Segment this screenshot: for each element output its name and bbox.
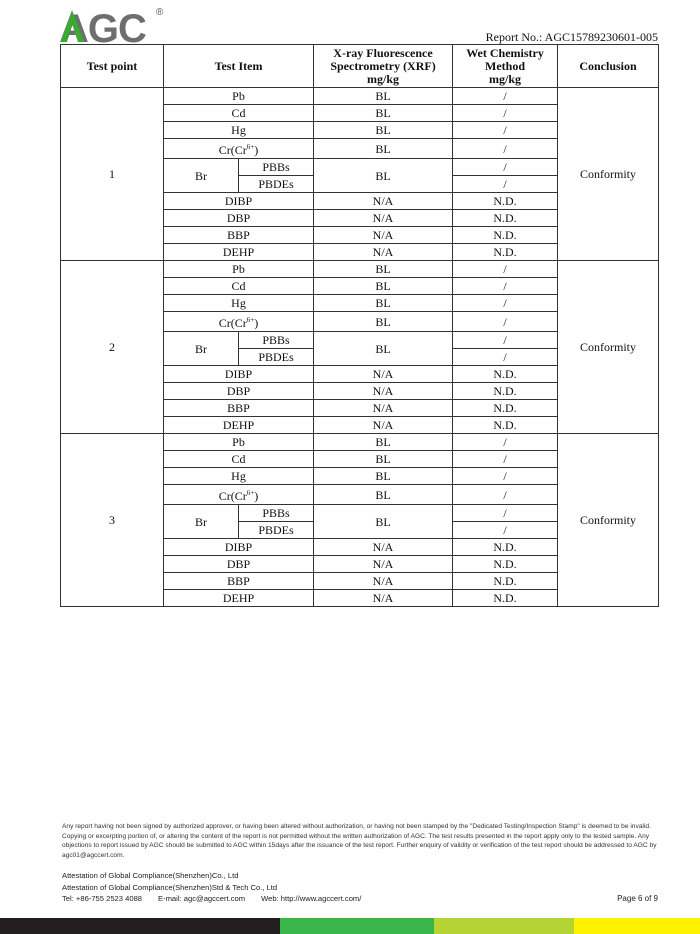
wet-cell: /	[453, 88, 558, 105]
test-item-cell: BBP	[164, 400, 314, 417]
wet-cell: /	[453, 278, 558, 295]
xrf-cell: N/A	[314, 539, 453, 556]
pbbs-cell: PBBs	[239, 332, 314, 349]
xrf-cell: BL	[314, 468, 453, 485]
xrf-cell: N/A	[314, 573, 453, 590]
test-item-cell: Pb	[164, 434, 314, 451]
cr-superscript: 6+	[246, 316, 255, 324]
xrf-cell: BL	[314, 451, 453, 468]
test-item-cell: DBP	[164, 383, 314, 400]
wet-cell: N.D.	[453, 417, 558, 434]
test-item-cell: DBP	[164, 210, 314, 227]
test-item-cell	[164, 312, 314, 332]
xrf-cell: N/A	[314, 366, 453, 383]
cr-close: )	[254, 316, 259, 330]
table-row	[61, 434, 659, 451]
header-wet-chemistry	[453, 45, 558, 88]
wet-cell: /	[453, 312, 558, 332]
wet-cell: /	[453, 505, 558, 522]
wet-cell: /	[453, 105, 558, 122]
test-item-cell: BBP	[164, 227, 314, 244]
cr-close: )	[254, 489, 259, 503]
header-test-item: Test Item	[164, 45, 314, 88]
agc-logo	[58, 6, 168, 46]
company-line-1: Attestation of Global Compliance(Shenzhen)Co., Ltd	[62, 871, 239, 880]
tel-text: Tel: +86-755 2523 4088	[62, 894, 143, 903]
xrf-cell: BL	[314, 485, 453, 505]
xrf-cell: N/A	[314, 227, 453, 244]
color-bar-yellow	[574, 918, 700, 934]
xrf-cell: BL	[314, 312, 453, 332]
header-wet-line2: Method	[485, 58, 526, 73]
br-cell: Br	[164, 159, 239, 193]
xrf-cell: BL	[314, 122, 453, 139]
web-text: Web: http://www.agccert.com/	[261, 894, 362, 903]
page-number: Page 6 of 9	[617, 894, 658, 903]
header-conclusion: Conclusion	[558, 45, 659, 88]
wet-cell: N.D.	[453, 366, 558, 383]
xrf-cell: N/A	[314, 417, 453, 434]
wet-cell: /	[453, 261, 558, 278]
color-bar-green	[280, 918, 434, 934]
br-cell: Br	[164, 505, 239, 539]
pbdes-cell: PBDEs	[239, 176, 314, 193]
wet-cell: N.D.	[453, 573, 558, 590]
xrf-cell: BL	[314, 139, 453, 159]
xrf-cell: BL	[314, 278, 453, 295]
header-test-point: Test point	[61, 45, 164, 88]
conclusion-cell: Conformity	[558, 261, 659, 434]
test-item-cell: DIBP	[164, 193, 314, 210]
wet-cell: /	[453, 139, 558, 159]
pbdes-cell: PBDEs	[239, 349, 314, 366]
wet-cell: N.D.	[453, 227, 558, 244]
xrf-cell: N/A	[314, 210, 453, 227]
xrf-cell: BL	[314, 88, 453, 105]
xrf-cell: BL	[314, 261, 453, 278]
wet-cell: N.D.	[453, 193, 558, 210]
wet-cell: /	[453, 349, 558, 366]
xrf-cell: N/A	[314, 556, 453, 573]
header-xrf-line2: Spectrometry (XRF)	[330, 58, 436, 73]
xrf-cell: BL	[314, 159, 453, 193]
wet-cell: N.D.	[453, 210, 558, 227]
wet-cell: N.D.	[453, 400, 558, 417]
table-header-row	[61, 45, 659, 88]
pbbs-cell: PBBs	[239, 159, 314, 176]
test-item-cell	[164, 485, 314, 505]
test-item-cell: DIBP	[164, 539, 314, 556]
xrf-cell: N/A	[314, 590, 453, 607]
report-number: Report No.: AGC15789230601-005	[485, 30, 658, 44]
header-xrf-line1: X-ray Fluorescence	[333, 45, 433, 60]
test-point-cell: 3	[61, 434, 164, 607]
table-row	[61, 88, 659, 105]
conclusion-cell: Conformity	[558, 434, 659, 607]
test-item-cell: Hg	[164, 468, 314, 485]
registered-mark: ®	[156, 7, 164, 18]
test-point-cell: 1	[61, 88, 164, 261]
xrf-cell: BL	[314, 332, 453, 366]
test-item-cell: BBP	[164, 573, 314, 590]
company-line-2: Attestation of Global Compliance(Shenzhen)Std & Tech Co., Ltd	[62, 883, 278, 893]
wet-cell: N.D.	[453, 383, 558, 400]
wet-cell: N.D.	[453, 556, 558, 573]
color-bar-dark	[0, 918, 280, 934]
xrf-cell: BL	[314, 505, 453, 539]
xrf-cell: N/A	[314, 400, 453, 417]
wet-cell: N.D.	[453, 539, 558, 556]
test-item-cell	[164, 139, 314, 159]
header-xrf-unit: mg/kg	[367, 71, 400, 86]
xrf-cell: N/A	[314, 193, 453, 210]
wet-cell: N.D.	[453, 590, 558, 607]
test-item-cell: Pb	[164, 261, 314, 278]
wet-cell: /	[453, 176, 558, 193]
cr-label: Cr(Cr	[218, 143, 247, 157]
pbdes-cell: PBDEs	[239, 522, 314, 539]
cr-close: )	[254, 143, 259, 157]
wet-cell: /	[453, 434, 558, 451]
test-item-cell: Cd	[164, 105, 314, 122]
xrf-cell: BL	[314, 434, 453, 451]
wet-cell: /	[453, 159, 558, 176]
test-item-cell: Pb	[164, 88, 314, 105]
test-item-cell: Cd	[164, 451, 314, 468]
email-text: E-mail: agc@agccert.com	[158, 894, 246, 903]
color-bar-lime	[434, 918, 574, 934]
results-table	[60, 44, 659, 607]
header-wet-line1: Wet Chemistry	[466, 45, 544, 60]
wet-cell: /	[453, 522, 558, 539]
test-item-cell: DIBP	[164, 366, 314, 383]
xrf-cell: BL	[314, 295, 453, 312]
contact-line	[62, 894, 377, 903]
cr-superscript: 6+	[246, 489, 255, 497]
footer-disclaimer: Any report having not been signed by authorized approver, or having been altered without authorization, or having not been stamped by the "Dedicated Testing/Inspection Stamp" is deemed to be invalid. Copying or excerpting portion of, or altering the content of the report is not permitted without the written authorization of AGC. The test results presented in the report apply only to the tested sample. Any objections to report issued by AGC should be submitted to AGC within 15days after the issuance of the test report. Further enquiry of validity or verification of the test report should be addressed to AGC by agc01@agccert.com.	[62, 823, 657, 859]
logo-text: AGC	[60, 7, 146, 46]
test-point-cell: 2	[61, 261, 164, 434]
table-row	[61, 261, 659, 278]
wet-cell: /	[453, 295, 558, 312]
test-item-cell: DBP	[164, 556, 314, 573]
pbbs-cell: PBBs	[239, 505, 314, 522]
header-xrf	[314, 45, 453, 88]
wet-cell: N.D.	[453, 244, 558, 261]
test-item-cell: Cd	[164, 278, 314, 295]
test-item-cell: Hg	[164, 295, 314, 312]
test-item-cell: DEHP	[164, 590, 314, 607]
header-wet-unit: mg/kg	[489, 71, 522, 86]
test-item-cell: DEHP	[164, 417, 314, 434]
xrf-cell: N/A	[314, 244, 453, 261]
wet-cell: /	[453, 451, 558, 468]
wet-cell: /	[453, 485, 558, 505]
cr-label: Cr(Cr	[218, 316, 247, 330]
br-cell: Br	[164, 332, 239, 366]
company-block	[62, 870, 277, 895]
wet-cell: /	[453, 332, 558, 349]
footer-color-bar	[0, 918, 700, 934]
conclusion-cell: Conformity	[558, 88, 659, 261]
test-item-cell: DEHP	[164, 244, 314, 261]
xrf-cell: N/A	[314, 383, 453, 400]
cr-label: Cr(Cr	[218, 489, 247, 503]
wet-cell: /	[453, 122, 558, 139]
cr-superscript: 6+	[246, 143, 255, 151]
xrf-cell: BL	[314, 105, 453, 122]
wet-cell: /	[453, 468, 558, 485]
test-item-cell: Hg	[164, 122, 314, 139]
